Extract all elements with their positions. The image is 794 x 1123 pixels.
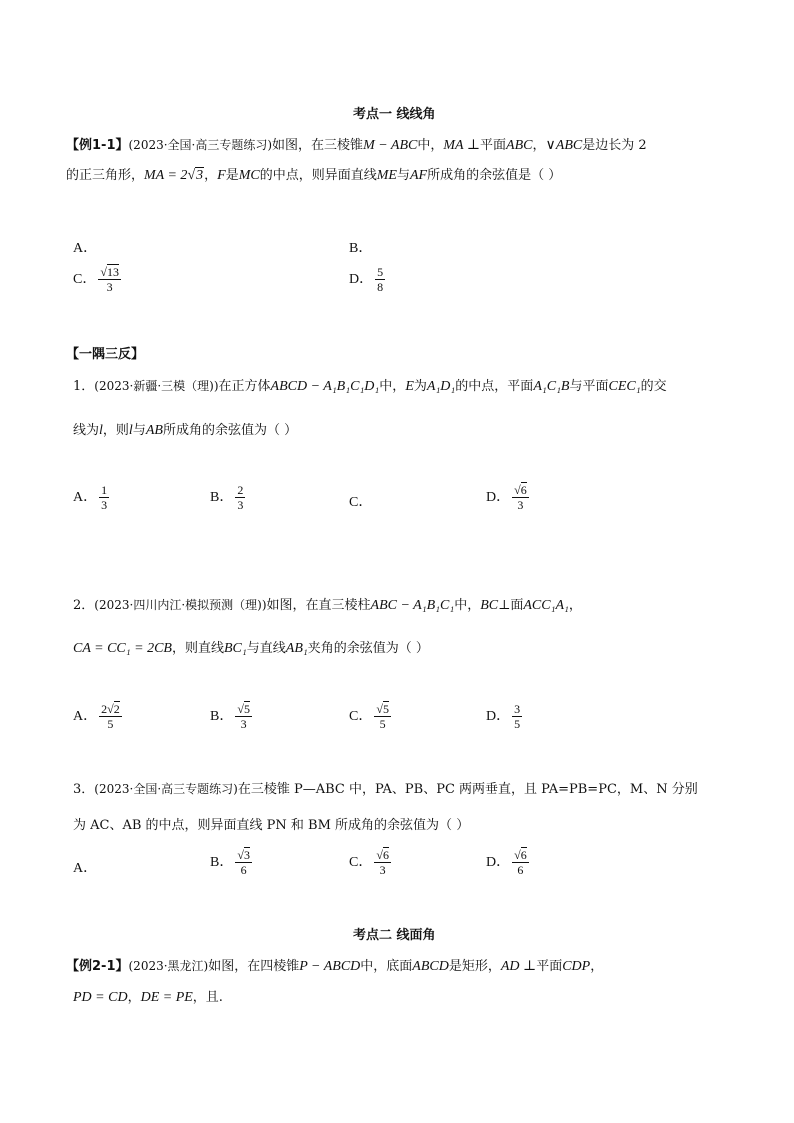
example-2-1-line-2: PD = CD，DE = PE，且. [73, 990, 223, 1005]
option-a[interactable]: A． [73, 241, 98, 256]
section-title-1: 考点一 线线角 [353, 107, 436, 122]
q2-option-d[interactable]: D． $\frac{3}{5}$ [486, 702, 521, 731]
q3-option-b[interactable]: B． $\frac{√3}{6}$ [210, 848, 250, 877]
q1-line-1: 1．(2023·新疆·三模（理))在正方体ABCD − A₁B₁C₁D₁中，E为A₁D₁的中点，平面A₁C₁B与平面CEC₁的交 [73, 379, 667, 394]
q2-option-a[interactable]: A． $\frac{2√2}{5}$ [73, 702, 120, 731]
q3-line-1: 3．(2023·全国·高三专题练习)在三棱锥 P—ABC 中，PA、PB、PC 两两垂直，且 PA=PB=PC，M、N 分别 [73, 782, 698, 797]
q3-option-d[interactable]: D． $\frac{√6}{6}$ [486, 848, 527, 877]
q1-option-b[interactable]: B． $\frac{2}{3}$ [210, 483, 244, 512]
option-b[interactable]: B． [349, 241, 373, 256]
yiyu-sanfan-heading: 【一隅三反】 [66, 347, 145, 362]
q1-option-d[interactable]: D． $\frac{√6}{3}$ [486, 483, 527, 512]
q3-option-c[interactable]: C． $\frac{√6}{3}$ [349, 848, 389, 877]
q3-line-2: 为 AC、AB 的中点，则异面直线 PN 和 BM 所成角的余弦值为（ ） [73, 818, 470, 833]
example-2-1-line-1: 【例2-1】(2023·黑龙江)如图，在四棱锥P − ABCD中，底面ABCD是矩形，AD ⊥平面CDP， [66, 959, 604, 974]
q2-line-2: CA = CC₁ = 2CB，则直线BC₁与直线AB₁夹角的余弦值为（ ） [73, 641, 429, 656]
section-title-2: 考点二 线面角 [353, 928, 436, 943]
sqrt-3: √3 [187, 168, 204, 183]
q1-option-a[interactable]: A． $\frac{1}{3}$ [73, 483, 108, 512]
q2-option-c[interactable]: C． $\frac{√5}{5}$ [349, 702, 389, 731]
q2-option-b[interactable]: B． $\frac{√5}{3}$ [210, 702, 250, 731]
example-1-1-line-1: 【例1-1】(2023·全国·高三专题练习)如图，在三棱锥M − ABC中，MA ⊥平面ABC，∨ABC是边长为 2 [66, 138, 647, 153]
fraction: $\frac{√13}{3}$ [100, 265, 119, 294]
q1-line-2: 线为l，则l与AB所成角的余弦值为（ ） [73, 423, 298, 438]
option-d[interactable]: D． $\frac{5}{8}$ [349, 265, 384, 294]
option-c[interactable]: C． $\frac{√13}{3}$ [73, 265, 119, 294]
q3-option-a[interactable]: A． [73, 861, 98, 876]
fraction: $\frac{5}{8}$ [377, 265, 384, 294]
example-tag: 【例1-1】 [66, 138, 129, 153]
q2-line-1: 2．(2023·四川内江·模拟预测（理))如图，在直三棱柱ABC − A₁B₁C₁中，BC⊥面ACC₁A₁， [73, 598, 582, 613]
example-1-1-line-2: 的正三角形，MA = 2√3，F是MC的中点，则异面直线ME与AF所成角的余弦值是（ ） [66, 168, 562, 183]
q1-option-c[interactable]: C． [349, 495, 373, 510]
